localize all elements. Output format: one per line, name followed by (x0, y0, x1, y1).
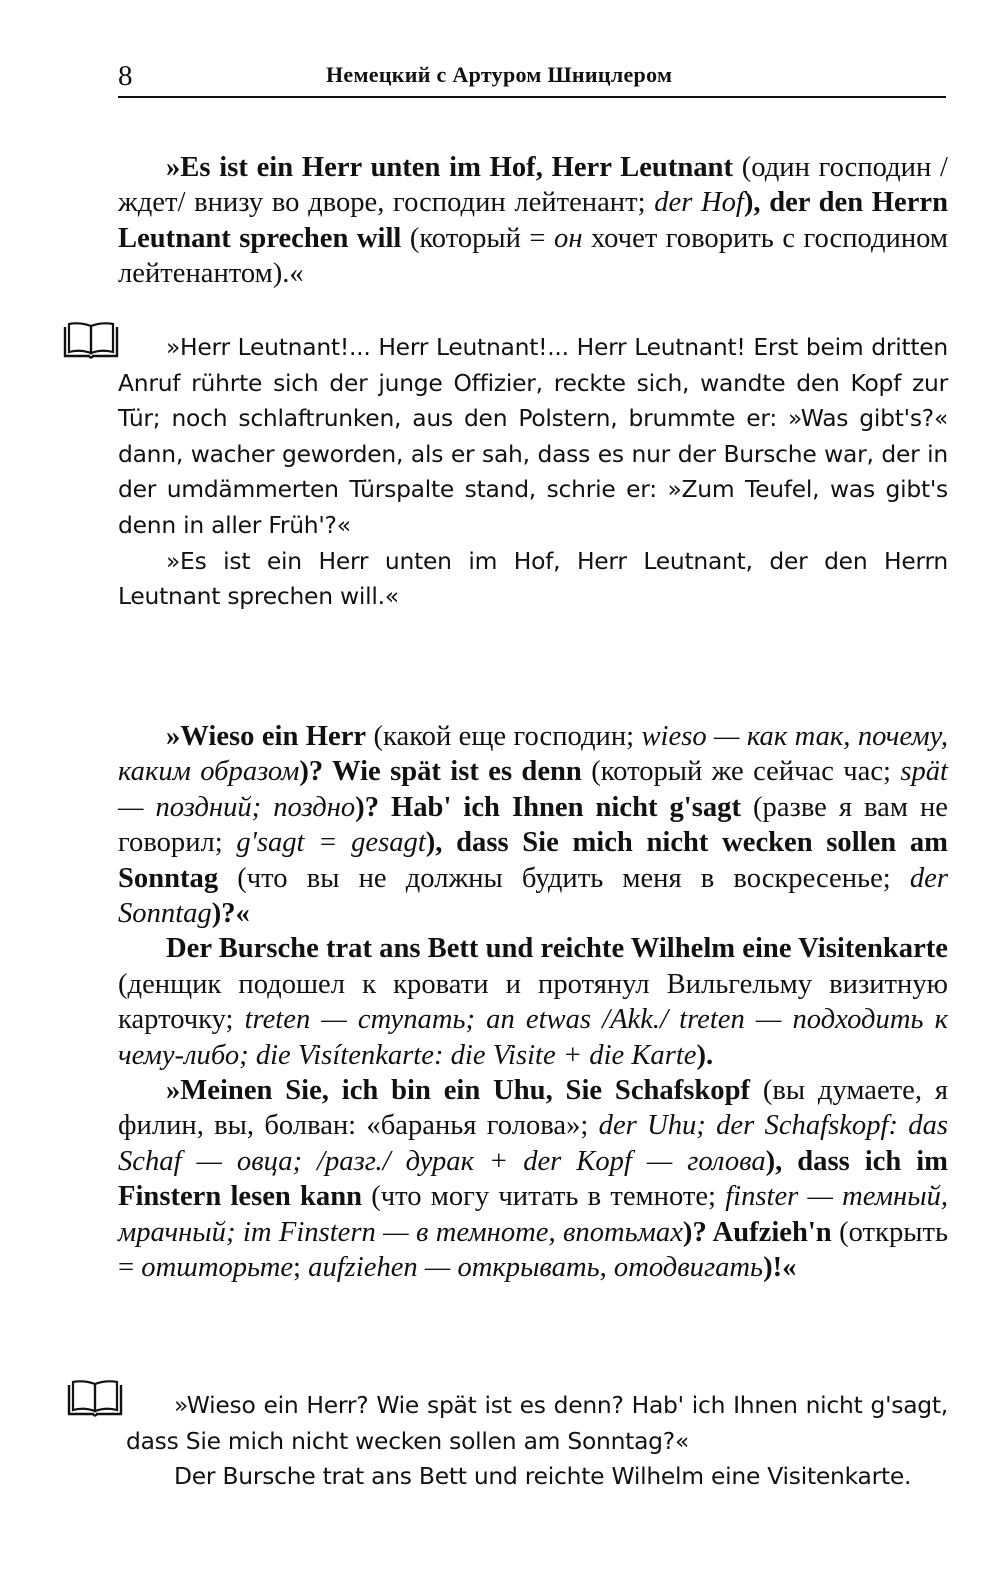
german-phrase: )!« (763, 1252, 797, 1284)
translation: (разве я вам не говорил; (118, 791, 948, 859)
german-phrase: »Meinen Sie, ich bin ein Uhu, Sie Schafskopf (166, 1075, 750, 1107)
german-phrase: ). (696, 1039, 714, 1071)
german-phrase: )? Hab' ich Ihnen nicht g'sagt (355, 791, 741, 823)
reading-paragraph: »Es ist ein Herr unten im Hof, Herr Leutnant, der den Herrn Leutnant sprechen will.« (118, 546, 948, 611)
german-phrase: »Wieso ein Herr (166, 721, 367, 752)
german-phrase: ), der den Herrn Leutnant sprechen will (118, 187, 948, 254)
gloss: der Sonntag (118, 862, 948, 930)
reading-paragraph: »Wieso ein Herr? Wie spät ist es denn? Hab' ich Ihnen nicht g'sagt, dass Sie mich nicht wecken sollen am Sonntag?« (126, 1391, 948, 1455)
german-phrase: ), dass Sie mich nicht wecken sollen am Sonntag (118, 827, 948, 894)
annotated-paragraph (118, 1073, 948, 1285)
annotated-paragraph (118, 719, 948, 931)
annotated-paragraph (118, 150, 948, 292)
german-phrase: )? Wie spät ist es denn (299, 756, 582, 788)
gloss: treten — ступать; an etwas /Akk./ treten — подходить к чему-либо; die Visítenkarte: die Visite + die Karte (118, 1004, 948, 1071)
gloss: spät — поздний; поздно (118, 756, 948, 823)
translation: (вы думаете, я филин, вы, болван: «баранья голова»; (118, 1075, 948, 1142)
german-phrase: Der Bursche trat ans Bett und reichte Wilhelm eine Visitenkarte (166, 933, 948, 965)
german-phrase: ), dass ich im Finstern lesen kann (118, 1145, 948, 1213)
gloss: он (554, 222, 583, 254)
translation: (денщик подошел к кровати и протянул Вильгельму визитную карточку; (118, 968, 948, 1036)
annotated-section-2 (118, 719, 948, 1286)
translation: (который же сейчас час; (581, 756, 901, 788)
translation: (который = (401, 222, 555, 254)
gloss: der Uhu; der Schafskopf: das Schaf — овца; /разг./ дурак + der Kopf — голова (118, 1110, 948, 1177)
translation: ; (293, 1252, 309, 1284)
translation: (какой еще господин; (366, 721, 642, 752)
gloss: finster — темный, мрачный; im Finstern — в темноте, впотьмах (118, 1181, 949, 1248)
translation: (открыть = (118, 1216, 948, 1284)
reading-section-1 (118, 330, 948, 615)
annotated-section-1 (118, 150, 948, 292)
translation: хочет говорить с господином лейтенантом).« (118, 222, 948, 290)
german-phrase: )? Aufzieh'n (682, 1216, 832, 1248)
translation: (что вы не должны будить меня в воскресенье; (218, 862, 910, 894)
german-phrase: )?« (211, 898, 250, 930)
open-book-icon (66, 1380, 124, 1420)
annotated-paragraph (118, 931, 948, 1073)
gloss: der Hof (654, 187, 744, 219)
gloss: g'sagt = gesagt (236, 827, 426, 859)
reading-paragraph: Der Bursche trat ans Bett und reichte Wilhelm eine Visitenkarte. (174, 1462, 912, 1491)
gloss: отшторьте (141, 1252, 294, 1284)
reading-section-2 (126, 1388, 948, 1495)
german-phrase: »Es ist ein Herr unten im Hof, Herr Leutnant (166, 152, 733, 183)
gloss: wieso — как так, почему, каким образом (118, 721, 948, 788)
page-number: 8 (118, 60, 133, 92)
running-header (118, 58, 946, 98)
translation: (что могу читать в темноте; (362, 1181, 726, 1213)
translation: (один господин /ждет/ внизу во дворе, господин лейтенант; (118, 152, 948, 219)
reading-paragraph: »Herr Leutnant!... Herr Leutnant!... Herr Leutnant! Erst beim dritten Anruf rührte sich der junge Offizier, reckte sich, wandte den Kopf zur Tür; noch schlaftrunken, aus den Polstern, brummte er: »Was gibt's?« dann, wacher geworden, als er sah, dass es nur der Bursche war, der in der umdämmerten Türspalte stand, schrie er: »Zum Teufel, was gibt's denn in aller Früh'?« (118, 333, 948, 539)
running-title: Немецкий с Артуром Шницлером (326, 62, 673, 87)
open-book-icon (62, 322, 120, 362)
gloss: aufziehen — открывать, отодвигать (308, 1252, 764, 1284)
